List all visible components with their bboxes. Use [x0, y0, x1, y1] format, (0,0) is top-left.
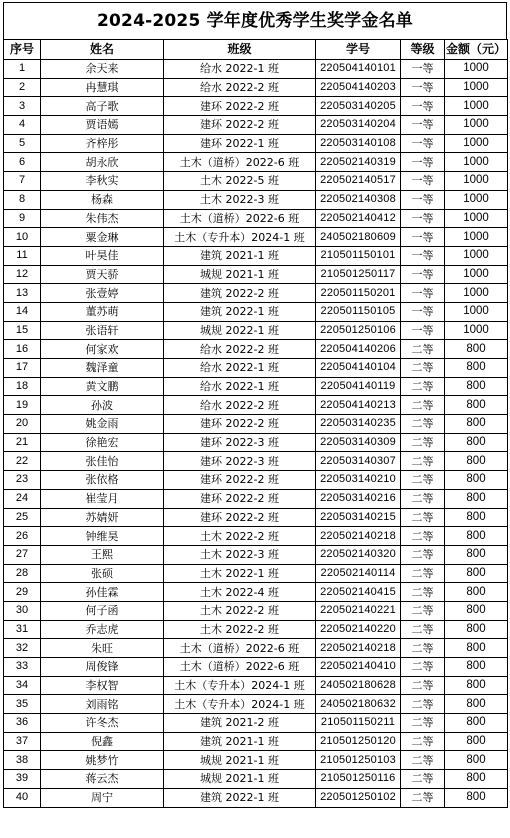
cell-amount: 800 — [445, 396, 508, 415]
cell-class: 给水 2022-1 班 — [164, 60, 316, 79]
table-row — [4, 284, 508, 303]
cell-name: 孙佳霖 — [41, 583, 164, 602]
cell-index: 11 — [4, 246, 41, 265]
cell-grade: 二等 — [401, 545, 445, 564]
table-row — [4, 172, 508, 191]
table-row — [4, 302, 508, 321]
cell-amount: 800 — [445, 564, 508, 583]
scholarship-table — [3, 39, 508, 808]
cell-grade: 二等 — [401, 788, 445, 807]
cell-index: 28 — [4, 564, 41, 583]
cell-name: 徐艳宏 — [41, 433, 164, 452]
cell-student-id: 220504140104 — [316, 359, 401, 378]
table-body — [4, 60, 508, 808]
cell-name: 何子函 — [41, 601, 164, 620]
cell-grade: 二等 — [401, 452, 445, 471]
cell-student-id: 220504140119 — [316, 377, 401, 396]
cell-amount: 1000 — [445, 321, 508, 340]
cell-index: 9 — [4, 209, 41, 228]
cell-name: 齐梓彤 — [41, 134, 164, 153]
cell-index: 3 — [4, 97, 41, 116]
cell-name: 李权智 — [41, 676, 164, 695]
cell-index: 12 — [4, 265, 41, 284]
cell-class: 给水 2022-1 班 — [164, 359, 316, 378]
cell-index: 24 — [4, 489, 41, 508]
cell-index: 32 — [4, 639, 41, 658]
cell-index: 36 — [4, 714, 41, 733]
table-row — [4, 433, 508, 452]
cell-grade: 二等 — [401, 508, 445, 527]
cell-class: 建环 2022-1 班 — [164, 134, 316, 153]
cell-index: 14 — [4, 302, 41, 321]
cell-name: 董苏萌 — [41, 302, 164, 321]
cell-class: 土木（专升本）2024-1 班 — [164, 695, 316, 714]
cell-student-id: 220502140114 — [316, 564, 401, 583]
cell-class: 建环 2022-2 班 — [164, 97, 316, 116]
cell-class: 土木 2022-2 班 — [164, 527, 316, 546]
cell-student-id: 220503140204 — [316, 116, 401, 135]
header-name: 姓名 — [41, 40, 164, 60]
cell-class: 建环 2022-2 班 — [164, 116, 316, 135]
cell-amount: 1000 — [445, 172, 508, 191]
cell-name: 乔志虎 — [41, 620, 164, 639]
cell-name: 钟维昊 — [41, 527, 164, 546]
cell-class: 建环 2022-2 班 — [164, 415, 316, 434]
cell-student-id: 220501250102 — [316, 788, 401, 807]
cell-student-id: 220502140415 — [316, 583, 401, 602]
cell-student-id: 220502140320 — [316, 545, 401, 564]
cell-amount: 1000 — [445, 265, 508, 284]
cell-class: 城规 2022-1 班 — [164, 321, 316, 340]
cell-index: 1 — [4, 60, 41, 79]
cell-grade: 二等 — [401, 471, 445, 490]
cell-grade: 二等 — [401, 770, 445, 789]
cell-amount: 800 — [445, 732, 508, 751]
cell-amount: 800 — [445, 695, 508, 714]
cell-student-id: 220501150201 — [316, 284, 401, 303]
cell-amount: 800 — [445, 340, 508, 359]
cell-amount: 800 — [445, 714, 508, 733]
cell-name: 粟金琳 — [41, 228, 164, 247]
cell-index: 19 — [4, 396, 41, 415]
header-student-id: 学号 — [316, 40, 401, 60]
cell-class: 土木（道桥）2022-6 班 — [164, 658, 316, 677]
table-row — [4, 527, 508, 546]
cell-amount: 1000 — [445, 116, 508, 135]
cell-name: 刘雨铭 — [41, 695, 164, 714]
cell-index: 8 — [4, 190, 41, 209]
cell-index: 20 — [4, 415, 41, 434]
table-row — [4, 209, 508, 228]
cell-class: 土木 2022-2 班 — [164, 601, 316, 620]
cell-student-id: 220503140307 — [316, 452, 401, 471]
table-row — [4, 359, 508, 378]
cell-student-id: 220503140205 — [316, 97, 401, 116]
cell-index: 7 — [4, 172, 41, 191]
cell-amount: 800 — [445, 788, 508, 807]
cell-name: 崔莹月 — [41, 489, 164, 508]
cell-amount: 1000 — [445, 284, 508, 303]
cell-student-id: 220504140203 — [316, 78, 401, 97]
cell-name: 魏泽童 — [41, 359, 164, 378]
cell-grade: 二等 — [401, 359, 445, 378]
cell-name: 张硕 — [41, 564, 164, 583]
cell-grade: 二等 — [401, 714, 445, 733]
cell-class: 建筑 2022-2 班 — [164, 284, 316, 303]
cell-amount: 800 — [445, 359, 508, 378]
cell-student-id: 220501150105 — [316, 302, 401, 321]
cell-class: 土木 2022-3 班 — [164, 190, 316, 209]
cell-index: 4 — [4, 116, 41, 135]
cell-amount: 800 — [445, 583, 508, 602]
cell-student-id: 220502140218 — [316, 527, 401, 546]
cell-grade: 二等 — [401, 639, 445, 658]
cell-grade: 一等 — [401, 209, 445, 228]
cell-amount: 1000 — [445, 78, 508, 97]
cell-student-id: 220503140215 — [316, 508, 401, 527]
page-title: 2024-2025 学年度优秀学生奖学金名单 — [3, 2, 507, 39]
cell-class: 土木 2022-2 班 — [164, 620, 316, 639]
cell-index: 21 — [4, 433, 41, 452]
cell-student-id: 240502180609 — [316, 228, 401, 247]
table-row — [4, 770, 508, 789]
cell-amount: 800 — [445, 489, 508, 508]
cell-student-id: 240502180628 — [316, 676, 401, 695]
cell-name: 余天来 — [41, 60, 164, 79]
cell-class: 建环 2022-3 班 — [164, 433, 316, 452]
cell-grade: 一等 — [401, 153, 445, 172]
cell-index: 17 — [4, 359, 41, 378]
cell-name: 孙波 — [41, 396, 164, 415]
cell-name: 贾天骄 — [41, 265, 164, 284]
cell-class: 建筑 2021-1 班 — [164, 246, 316, 265]
cell-index: 18 — [4, 377, 41, 396]
table-row — [4, 452, 508, 471]
cell-class: 土木 2022-5 班 — [164, 172, 316, 191]
table-row — [4, 377, 508, 396]
table-row — [4, 676, 508, 695]
cell-name: 叶昊佳 — [41, 246, 164, 265]
cell-grade: 二等 — [401, 527, 445, 546]
table-row — [4, 732, 508, 751]
cell-class: 土木 2022-4 班 — [164, 583, 316, 602]
cell-index: 34 — [4, 676, 41, 695]
cell-amount: 800 — [445, 545, 508, 564]
table-row — [4, 620, 508, 639]
cell-name: 张语轩 — [41, 321, 164, 340]
cell-name: 李秋实 — [41, 172, 164, 191]
cell-amount: 800 — [445, 433, 508, 452]
cell-student-id: 220503140235 — [316, 415, 401, 434]
cell-index: 33 — [4, 658, 41, 677]
cell-class: 土木（专升本）2024-1 班 — [164, 228, 316, 247]
table-row — [4, 639, 508, 658]
table-row — [4, 788, 508, 807]
cell-grade: 二等 — [401, 751, 445, 770]
cell-name: 高子歌 — [41, 97, 164, 116]
cell-grade: 一等 — [401, 60, 445, 79]
cell-name: 姚梦竹 — [41, 751, 164, 770]
cell-index: 29 — [4, 583, 41, 602]
cell-grade: 二等 — [401, 620, 445, 639]
table-row — [4, 545, 508, 564]
cell-amount: 800 — [445, 658, 508, 677]
cell-student-id: 220502140410 — [316, 658, 401, 677]
table-row — [4, 340, 508, 359]
cell-class: 建筑 2021-2 班 — [164, 714, 316, 733]
cell-name: 周宁 — [41, 788, 164, 807]
table-row — [4, 396, 508, 415]
cell-student-id: 220504140213 — [316, 396, 401, 415]
cell-student-id: 210501150211 — [316, 714, 401, 733]
cell-index: 37 — [4, 732, 41, 751]
cell-grade: 二等 — [401, 433, 445, 452]
header-row — [4, 40, 508, 60]
cell-index: 30 — [4, 601, 41, 620]
cell-grade: 一等 — [401, 302, 445, 321]
table-row — [4, 228, 508, 247]
cell-name: 张佳怡 — [41, 452, 164, 471]
cell-grade: 一等 — [401, 228, 445, 247]
cell-student-id: 220504140101 — [316, 60, 401, 79]
cell-class: 建环 2022-3 班 — [164, 452, 316, 471]
cell-index: 16 — [4, 340, 41, 359]
cell-index: 26 — [4, 527, 41, 546]
cell-amount: 1000 — [445, 97, 508, 116]
cell-student-id: 220502140319 — [316, 153, 401, 172]
cell-grade: 二等 — [401, 489, 445, 508]
cell-index: 27 — [4, 545, 41, 564]
cell-student-id: 220502140220 — [316, 620, 401, 639]
cell-class: 土木（道桥）2022-6 班 — [164, 209, 316, 228]
cell-class: 给水 2022-1 班 — [164, 377, 316, 396]
cell-student-id: 210501250103 — [316, 751, 401, 770]
cell-name: 张壹婷 — [41, 284, 164, 303]
table-row — [4, 695, 508, 714]
cell-student-id: 220503140108 — [316, 134, 401, 153]
table-row — [4, 78, 508, 97]
cell-name: 何家欢 — [41, 340, 164, 359]
cell-grade: 一等 — [401, 246, 445, 265]
cell-class: 建筑 2021-1 班 — [164, 732, 316, 751]
cell-student-id: 220502140517 — [316, 172, 401, 191]
table-row — [4, 190, 508, 209]
cell-class: 给水 2022-2 班 — [164, 396, 316, 415]
cell-class: 城规 2021-1 班 — [164, 751, 316, 770]
cell-grade: 一等 — [401, 265, 445, 284]
cell-amount: 800 — [445, 415, 508, 434]
cell-amount: 800 — [445, 508, 508, 527]
header-class: 班级 — [164, 40, 316, 60]
cell-student-id: 220502140412 — [316, 209, 401, 228]
cell-name: 蒋云杰 — [41, 770, 164, 789]
cell-name: 倪鑫 — [41, 732, 164, 751]
cell-grade: 二等 — [401, 601, 445, 620]
cell-amount: 1000 — [445, 134, 508, 153]
cell-student-id: 220503140210 — [316, 471, 401, 490]
cell-index: 25 — [4, 508, 41, 527]
cell-student-id: 220503140309 — [316, 433, 401, 452]
cell-name: 朱旺 — [41, 639, 164, 658]
cell-index: 31 — [4, 620, 41, 639]
cell-index: 22 — [4, 452, 41, 471]
cell-amount: 800 — [445, 751, 508, 770]
cell-index: 13 — [4, 284, 41, 303]
cell-amount: 1000 — [445, 190, 508, 209]
cell-student-id: 220504140206 — [316, 340, 401, 359]
cell-amount: 1000 — [445, 228, 508, 247]
table-row — [4, 415, 508, 434]
cell-student-id: 220502140221 — [316, 601, 401, 620]
cell-class: 给水 2022-2 班 — [164, 78, 316, 97]
table-row — [4, 601, 508, 620]
cell-index: 15 — [4, 321, 41, 340]
table-row — [4, 265, 508, 284]
cell-grade: 二等 — [401, 695, 445, 714]
cell-student-id: 220502140308 — [316, 190, 401, 209]
cell-index: 35 — [4, 695, 41, 714]
table-row — [4, 97, 508, 116]
cell-name: 王熙 — [41, 545, 164, 564]
cell-amount: 1000 — [445, 209, 508, 228]
cell-index: 5 — [4, 134, 41, 153]
header-grade: 等级 — [401, 40, 445, 60]
cell-grade: 二等 — [401, 340, 445, 359]
cell-class: 土木 2022-1 班 — [164, 564, 316, 583]
cell-class: 城规 2021-1 班 — [164, 265, 316, 284]
cell-amount: 800 — [445, 639, 508, 658]
cell-amount: 800 — [445, 471, 508, 490]
table-row — [4, 60, 508, 79]
cell-class: 建环 2022-2 班 — [164, 471, 316, 490]
table-row — [4, 658, 508, 677]
cell-index: 10 — [4, 228, 41, 247]
cell-grade: 二等 — [401, 658, 445, 677]
table-row — [4, 564, 508, 583]
cell-index: 23 — [4, 471, 41, 490]
cell-class: 土木 2022-3 班 — [164, 545, 316, 564]
header-index: 序号 — [4, 40, 41, 60]
table-row — [4, 471, 508, 490]
cell-name: 苏婧妍 — [41, 508, 164, 527]
cell-name: 贾语嫣 — [41, 116, 164, 135]
table-row — [4, 321, 508, 340]
cell-grade: 二等 — [401, 377, 445, 396]
cell-class: 城规 2021-1 班 — [164, 770, 316, 789]
table-row — [4, 583, 508, 602]
cell-class: 建环 2022-2 班 — [164, 508, 316, 527]
cell-amount: 800 — [445, 452, 508, 471]
cell-index: 6 — [4, 153, 41, 172]
table-row — [4, 246, 508, 265]
cell-name: 黄文鹏 — [41, 377, 164, 396]
cell-amount: 1000 — [445, 153, 508, 172]
cell-student-id: 240502180632 — [316, 695, 401, 714]
table-row — [4, 489, 508, 508]
table-row — [4, 116, 508, 135]
cell-amount: 800 — [445, 676, 508, 695]
cell-student-id: 220503140216 — [316, 489, 401, 508]
cell-class: 土木（道桥）2022-6 班 — [164, 639, 316, 658]
cell-grade: 二等 — [401, 415, 445, 434]
cell-grade: 一等 — [401, 172, 445, 191]
cell-grade: 一等 — [401, 321, 445, 340]
cell-amount: 800 — [445, 620, 508, 639]
cell-index: 39 — [4, 770, 41, 789]
cell-grade: 一等 — [401, 134, 445, 153]
cell-grade: 一等 — [401, 97, 445, 116]
cell-class: 给水 2022-2 班 — [164, 340, 316, 359]
cell-index: 38 — [4, 751, 41, 770]
table-row — [4, 508, 508, 527]
cell-grade: 一等 — [401, 78, 445, 97]
cell-amount: 1000 — [445, 302, 508, 321]
cell-amount: 1000 — [445, 60, 508, 79]
cell-grade: 一等 — [401, 116, 445, 135]
cell-name: 许冬杰 — [41, 714, 164, 733]
table-row — [4, 714, 508, 733]
cell-amount: 800 — [445, 770, 508, 789]
cell-name: 张依格 — [41, 471, 164, 490]
cell-grade: 二等 — [401, 396, 445, 415]
cell-student-id: 210501250117 — [316, 265, 401, 284]
cell-amount: 800 — [445, 601, 508, 620]
cell-grade: 二等 — [401, 583, 445, 602]
cell-student-id: 220502140218 — [316, 639, 401, 658]
cell-class: 建环 2022-2 班 — [164, 489, 316, 508]
cell-class: 建筑 2022-1 班 — [164, 302, 316, 321]
cell-student-id: 220501250106 — [316, 321, 401, 340]
cell-class: 土木（专升本）2024-1 班 — [164, 676, 316, 695]
cell-grade: 二等 — [401, 564, 445, 583]
cell-name: 杨森 — [41, 190, 164, 209]
table-row — [4, 751, 508, 770]
cell-name: 胡永欣 — [41, 153, 164, 172]
cell-name: 冉慧琪 — [41, 78, 164, 97]
cell-class: 土木（道桥）2022-6 班 — [164, 153, 316, 172]
cell-amount: 800 — [445, 527, 508, 546]
cell-grade: 一等 — [401, 190, 445, 209]
header-amount: 金额（元） — [445, 40, 508, 60]
cell-amount: 1000 — [445, 246, 508, 265]
cell-index: 40 — [4, 788, 41, 807]
cell-student-id: 210501250116 — [316, 770, 401, 789]
cell-name: 朱伟杰 — [41, 209, 164, 228]
cell-grade: 二等 — [401, 676, 445, 695]
table-row — [4, 153, 508, 172]
cell-index: 2 — [4, 78, 41, 97]
scholarship-sheet — [3, 2, 507, 808]
cell-amount: 800 — [445, 377, 508, 396]
cell-name: 姚金雨 — [41, 415, 164, 434]
cell-grade: 二等 — [401, 732, 445, 751]
cell-class: 建筑 2022-1 班 — [164, 788, 316, 807]
cell-name: 周俊锋 — [41, 658, 164, 677]
cell-grade: 一等 — [401, 284, 445, 303]
cell-student-id: 210501250120 — [316, 732, 401, 751]
cell-student-id: 210501150101 — [316, 246, 401, 265]
table-row — [4, 134, 508, 153]
